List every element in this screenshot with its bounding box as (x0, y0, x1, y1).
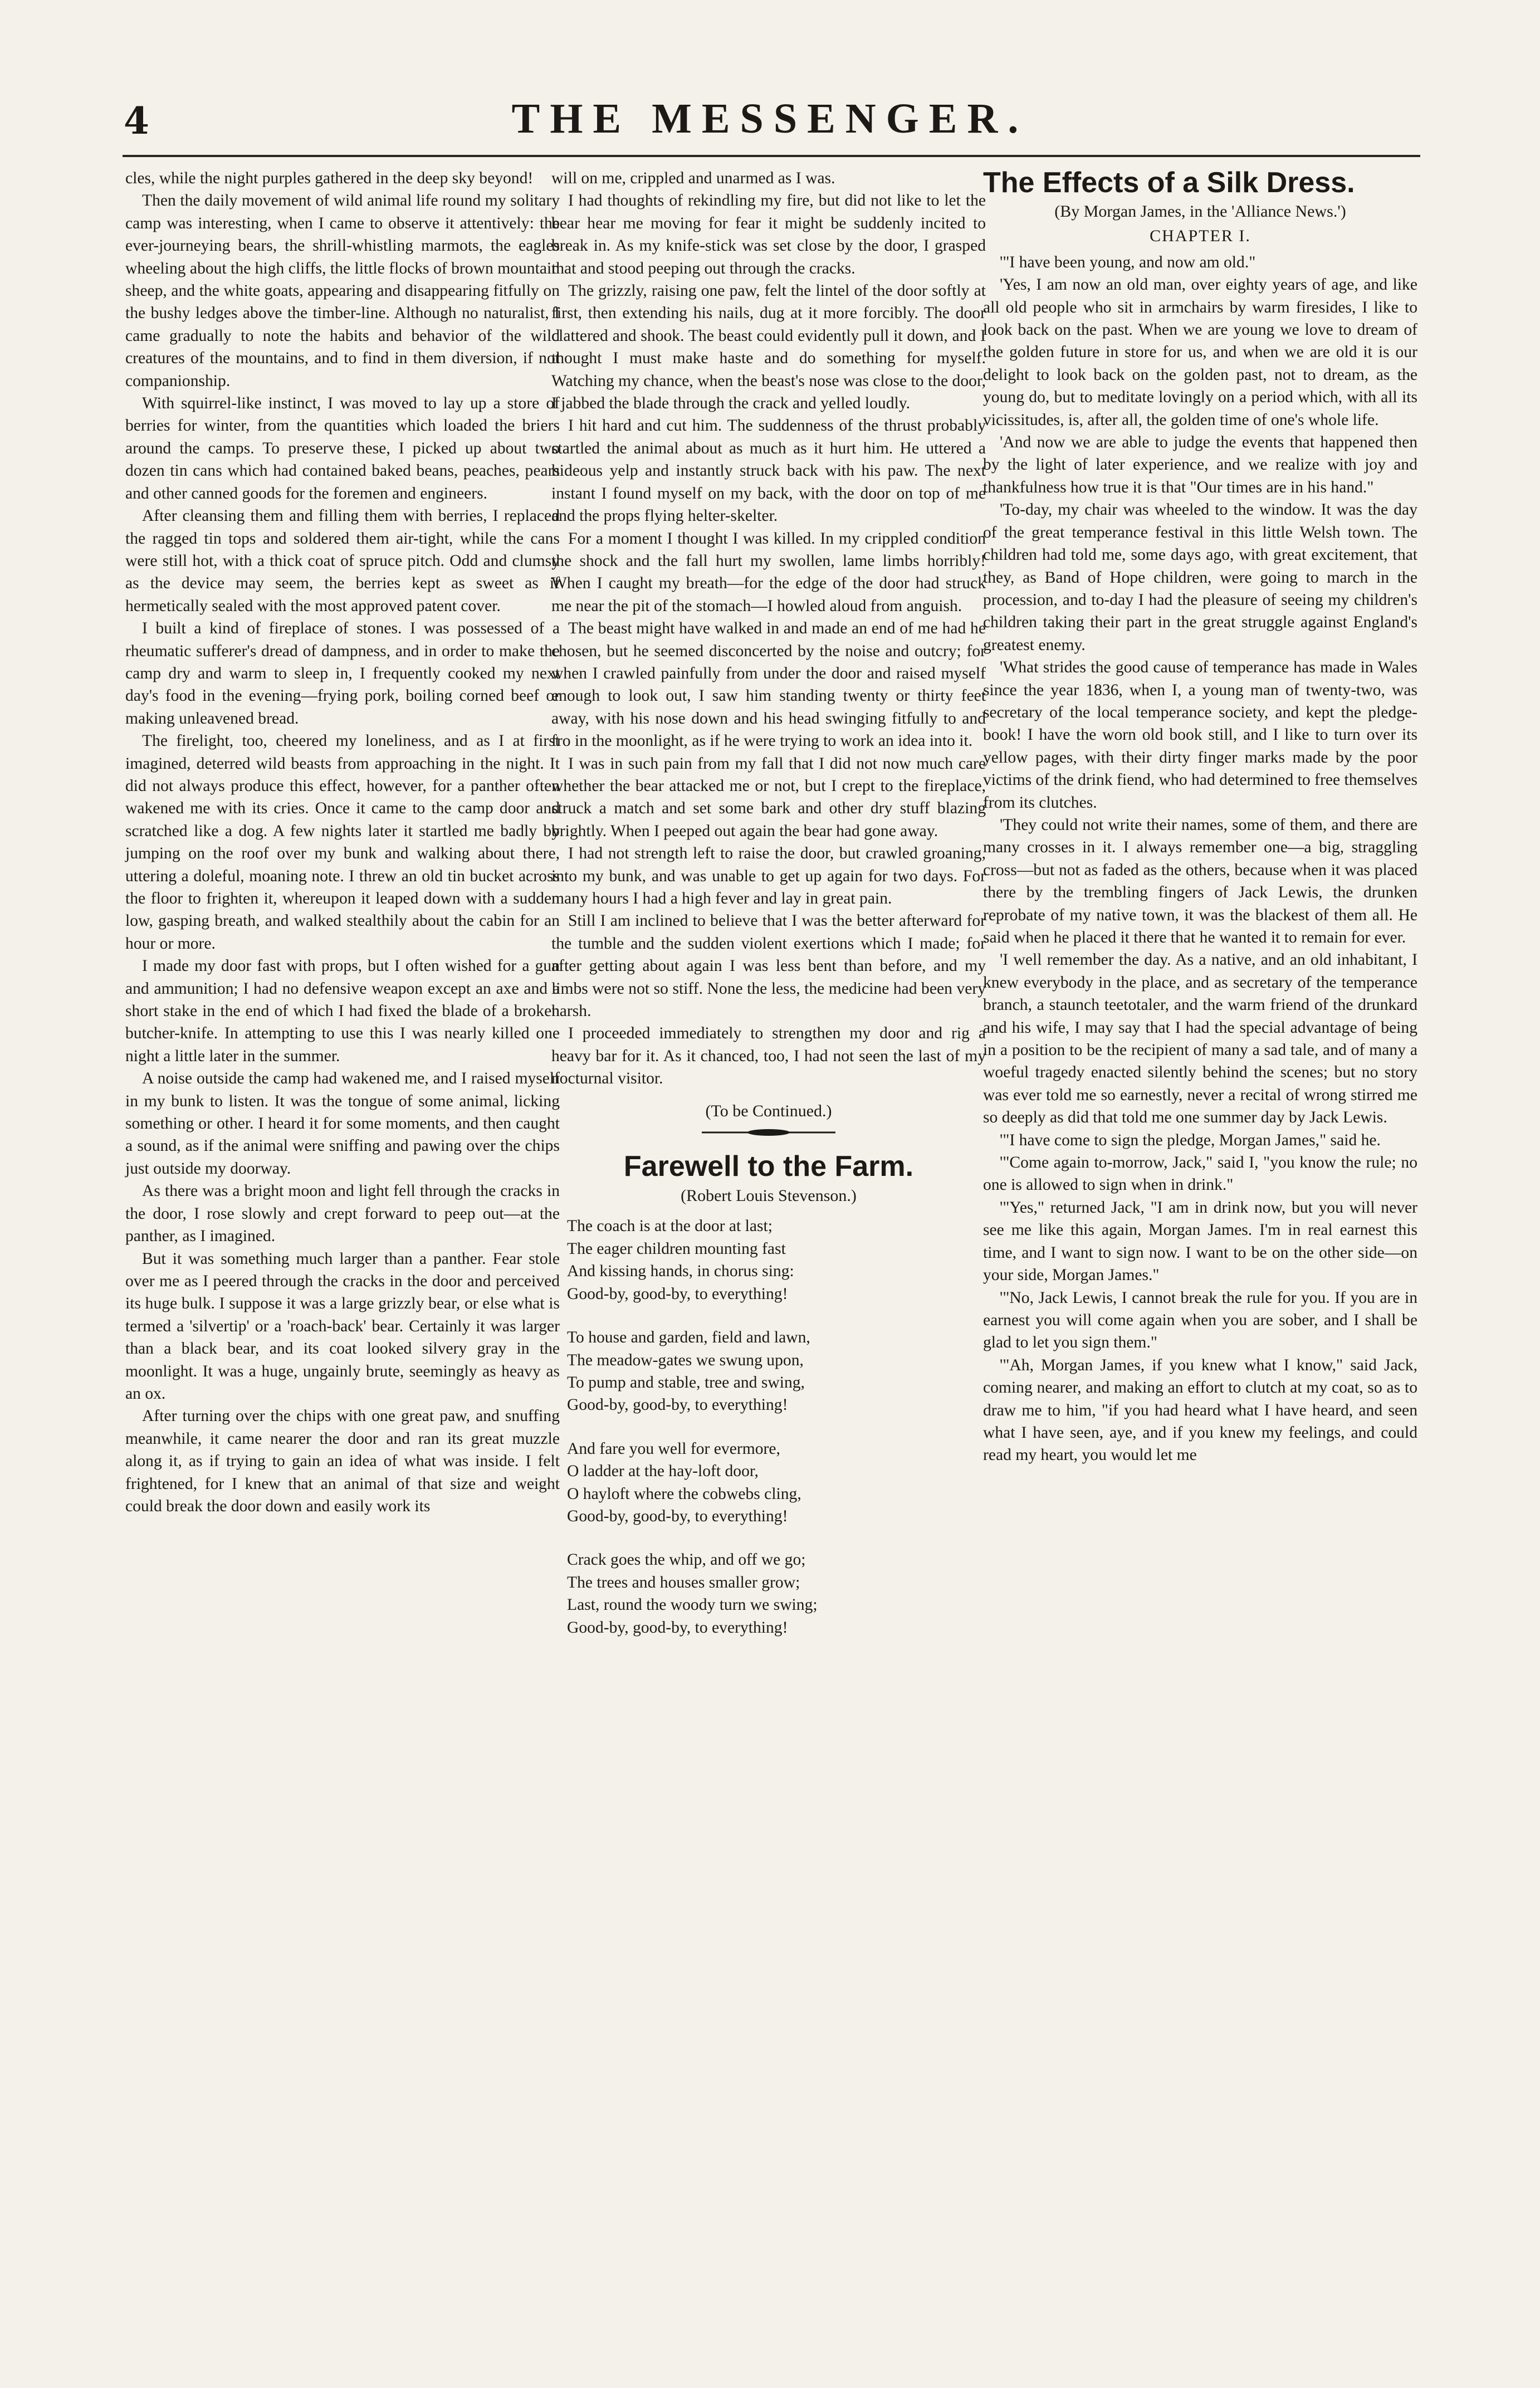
paragraph: 'Yes, I am now an old man, over eighty years of age, and like all old people who sit in armchairs by warm firesides, I like to look back on the past. When we are young we love to dream of the golden future in store for us, and when we are old it is our delight to look back on the golden past, not to dream, as the young do, but to meditate lovingly on a period which, with all its vicissitudes, is, after all, the golden time of one's whole life. (983, 276, 1417, 429)
article-title: The Effects of a Silk Dress. (983, 167, 1355, 199)
poem-line: O hayloft where the cobwebs cling, (567, 1484, 801, 1503)
poem-line: O ladder at the hay-loft door, (567, 1462, 759, 1481)
paragraph: The firelight, too, cheered my loneliness, and as I at first imagined, deterred wild beasts from approaching in the night. It did not always produce this effect, however, for a panther often wakened me with its cries. Once it came to the camp door and scratched like a dog. A few nights later it startled me badly by jumping on the roof over my bunk and walking about there, uttering a doleful, moaning note. I threw an old tin bucket across the floor to frighten it, whereupon it leaped down with a sudden low, gasping breath, and walked stealthily about the cabin for an hour or more. (125, 732, 560, 953)
paragraph: 'To-day, my chair was wheeled to the window. It was the day of the great temperance festival in this little Welsh town. The children had told me, some days ago, with great excitement, that they, as Band of Hope children, were going to march in the procession, and to-day I had the pleasure of seeing my children's children taking their part in the great struggle against England's greatest enemy. (983, 501, 1417, 654)
paragraph: '"Ah, Morgan James, if you knew what I know," said Jack, coming nearer, and making an effort to clutch at my coat, so as to draw me to him, "if you had heard what I have heard, and seen what I have seen, aye, and if you knew my feelings, and could read my heart, you would let me (983, 1356, 1417, 1464)
divider-ornament-icon (702, 1128, 835, 1137)
paragraph: But it was something much larger than a panther. Fear stole over me as I peered through the cracks in the door and perceived its huge bulk. I suppose it was a large grizzly bear, or else what is termed a 'silvertip' or a 'roach-back' bear. Certainly it was larger than a black bear, and its coat looked silvery gray in the moonlight. It was a huge, ungainly brute, seemingly as heavy as an ox. (125, 1249, 560, 1403)
paragraph: I had thoughts of rekindling my fire, but did not like to let the bear hear me moving for fear it might be suddenly incited to break in. As my knife-stick was set close by the door, I grasped that and stood peeping out through the cracks. (551, 192, 986, 277)
paragraph: With squirrel-like instinct, I was moved to lay up a store of berries for winter, from the quantities which loaded the briers around the camps. To preserve these, I picked up about two dozen tin cans which had contained baked beans, peaches, pears and other canned goods for the foremen and engineers. (125, 394, 560, 502)
paragraph: After turning over the chips with one great paw, and snuffing meanwhile, it came nearer the door and ran its great muzzle along it, as if trying to gain an idea of what was inside. I felt frightened, for I knew that an animal of that size and weight could break the door down and easily work its (125, 1407, 560, 1515)
paragraph: The beast might have walked in and made an end of me had he chosen, but he seemed disconcerted by the noise and outcry; for when I crawled painfully from under the door and raised myself enough to look out, I saw him standing twenty or thirty feet away, with his nose down and his head swinging fitfully to and fro in the moonlight, as if he were trying to work an idea into it. (551, 619, 986, 750)
paragraph: will on me, crippled and unarmed as I was. (551, 169, 835, 187)
masthead: THE MESSENGER. (511, 95, 1029, 142)
paragraph: '"No, Jack Lewis, I cannot break the rule for you. If you are in earnest you will come again when you are sober, and I shall be glad to let you sign them." (983, 1288, 1417, 1352)
poem-line: And kissing hands, in chorus sing: (567, 1262, 794, 1281)
poem-line: Last, round the woody turn we swing; (567, 1596, 818, 1614)
paragraph: 'What strides the good cause of temperance has made in Wales since the year 1836, when I, a young man of twenty-two, was secretary of the local temperance society, and kept the pledge-book! I have the worn old book still, and I like to turn over its yellow pages, with their dirty finger marks made by the poor victims of the drink fiend, who had determined to free themselves from its clutches. (983, 658, 1417, 812)
paragraph: I hit hard and cut him. The suddenness of the thrust probably startled the animal about as much as it hurt him. He uttered a hideous yelp and instantly struck back with his paw. The next instant I found myself on my back, with the door on top of me and the props flying helter-skelter. (551, 417, 986, 525)
poem-stanza (567, 1326, 986, 1417)
column-2 (551, 167, 986, 1660)
section-divider (551, 1128, 986, 1137)
paragraph: '"I have been young, and now am old." (1000, 253, 1256, 271)
paragraph: '"I have come to sign the pledge, Morgan James," said he. (1000, 1131, 1381, 1149)
paragraph: I made my door fast with props, but I often wished for a gun and ammunition; I had no defensive weapon except an axe and a short stake in the end of which I had fixed the blade of a broken butcher-knife. In attempting to use this I was nearly killed one night a little later in the summer. (125, 957, 560, 1065)
paragraph: I had not strength left to raise the door, but crawled groaning, into my bunk, and was unable to get up again for two days. For many hours I had a high fever and lay in great pain. (551, 844, 986, 907)
poem-stanza (567, 1438, 986, 1528)
page-number: 4 (124, 99, 149, 143)
poem-line: And fare you well for evermore, (567, 1439, 780, 1458)
chapter-heading: CHAPTER I. (1150, 227, 1251, 246)
poem-line: Crack goes the whip, and off we go; (567, 1551, 806, 1569)
poem-line: The eager children mounting fast (567, 1239, 786, 1258)
paragraph: Then the daily movement of wild animal life round my solitary camp was interesting, when I came to observe it attentively: the ever-journeying bears, the shrill-whistling marmots, the eagles wheeling about the high cliffs, the little flocks of brown mountain sheep, and the white goats, appearing and disappearing fitfully on the bushy ledges above the timber-line. Although no naturalist, I came gradually to note the habits and behavior of the wild creatures of the mountains, and to find in them diversion, if not companionship. (125, 192, 560, 390)
to-be-continued: (To be Continued.) (705, 1101, 832, 1120)
poem-line: Good-by, good-by, to everything! (567, 1507, 788, 1525)
column-3 (983, 167, 1417, 1467)
paragraph: cles, while the night purples gathered in the deep sky beyond! (125, 169, 534, 187)
poem-line: Good-by, good-by, to everything! (567, 1396, 788, 1414)
poem-line: The meadow-gates we swung upon, (567, 1351, 804, 1369)
column-1 (125, 167, 560, 1517)
poem-line: The coach is at the door at last; (567, 1217, 773, 1235)
article-byline: (By Morgan James, in the 'Alliance News.') (1054, 202, 1346, 221)
poem-author: (Robert Louis Stevenson.) (681, 1186, 857, 1205)
paragraph: I proceeded immediately to strengthen my door and rig a heavy bar for it. As it chanced, too, I had not seen the last of my nocturnal visitor. (551, 1024, 986, 1088)
poem-line: Good-by, good-by, to everything! (567, 1285, 788, 1303)
paragraph: 'They could not write their names, some of them, and there are many crosses in it. I always remember one—a big, straggling cross—but not as faded as the others, because when it was placed there by the trembling fingers of Jack Lewis, the drunken reprobate of my native town, it was the blackest of them all. He said when he placed it there that he wanted it to remain for ever. (983, 815, 1417, 946)
paragraph: As there was a bright moon and light fell through the cracks in the door, I rose slowly and crept forward to peep out—at the panther, as I imagined. (125, 1182, 560, 1246)
paragraph: '"Come again to-morrow, Jack," said I, "you know the rule; no one is allowed to sign when in drink." (983, 1154, 1417, 1194)
paragraph: 'I well remember the day. As a native, and an old inhabitant, I knew everybody in the place, and as secretary of the temperance branch, a staunch teetotaler, and the warm friend of the drunkard and his wife, I may say that I had the special advantage of being in a position to be the recipient of many a sad tale, and of many a woeful tragedy enacted silently behind the scenes; but no story was ever told me so earnestly, never a recital of wrong stirred me so deeply as did that told me one summer day by Jack Lewis. (983, 951, 1417, 1127)
poem-stanza (567, 1549, 986, 1639)
paragraph: The grizzly, raising one paw, felt the lintel of the door softly at first, then extending his nails, dug at it more forcibly. The door clattered and shook. The beast could evidently pull it down, and I thought I must make haste and do something for myself. Watching my chance, when the beast's nose was close to the door, I jabbed the blade through the crack and yelled loudly. (551, 282, 986, 413)
poem-line: To house and garden, field and lawn, (567, 1329, 810, 1347)
paragraph: For a moment I thought I was killed. In my crippled condition the shock and the fall hurt my swollen, lame limbs horribly! When I caught my breath—for the edge of the door had struck me near the pit of the stomach—I howled aloud from anguish. (551, 529, 986, 615)
poem (567, 1215, 986, 1639)
header-rule (123, 155, 1420, 157)
poem-title: Farewell to the Farm. (623, 1150, 914, 1183)
poem-line: To pump and stable, tree and swing, (567, 1373, 805, 1391)
poem-line: The trees and houses smaller grow; (567, 1573, 800, 1591)
paragraph: 'And now we are able to judge the events that happened then by the light of later experience, and we realize with joy and thankfulness how true it is that "Our times are in his hand." (983, 433, 1417, 496)
paragraph: I was in such pain from my fall that I did not now much care whether the bear attacked me or not, but I crept to the fireplace, struck a match and set some bark and other dry stuff blazing brightly. When I peeped out again the bear had gone away. (551, 754, 986, 840)
paragraph: A noise outside the camp had wakened me, and I raised myself in my bunk to listen. It was the tongue of some animal, licking something or other. I heard it for some moments, and then caught a sound, as if the animal were sniffing and pawing over the chips just outside my doorway. (125, 1070, 560, 1178)
paragraph: After cleansing them and filling them with berries, I replaced the ragged tin tops and soldered them air-tight, while the cans were still hot, with a thick coat of spruce pitch. Odd and clumsy as the device may seem, the berries kept as sweet as if hermetically sealed with the most approved patent cover. (125, 507, 560, 615)
paragraph: I built a kind of fireplace of stones. I was possessed of a rheumatic sufferer's dread of dampness, and in order to make the camp dry and warm to sleep in, I frequently cooked my next day's food in the evening—frying pork, boiling corned beef or making unleavened bread. (125, 619, 560, 727)
paragraph: Still I am inclined to believe that I was the better afterward for the tumble and the sudden violent exertions which I made; for after getting about again I was less bent than before, and my limbs were not so stiff. None the less, the medicine had been very harsh. (551, 912, 986, 1020)
paragraph: '"Yes," returned Jack, "I am in drink now, but you will never see me like this again, Morgan James. I'm in real earnest this time, and I want to sign now. I want to be on the other side—on your side, Morgan James." (983, 1198, 1417, 1285)
poem-stanza (567, 1215, 986, 1305)
poem-line: Good-by, good-by, to everything! (567, 1618, 788, 1637)
